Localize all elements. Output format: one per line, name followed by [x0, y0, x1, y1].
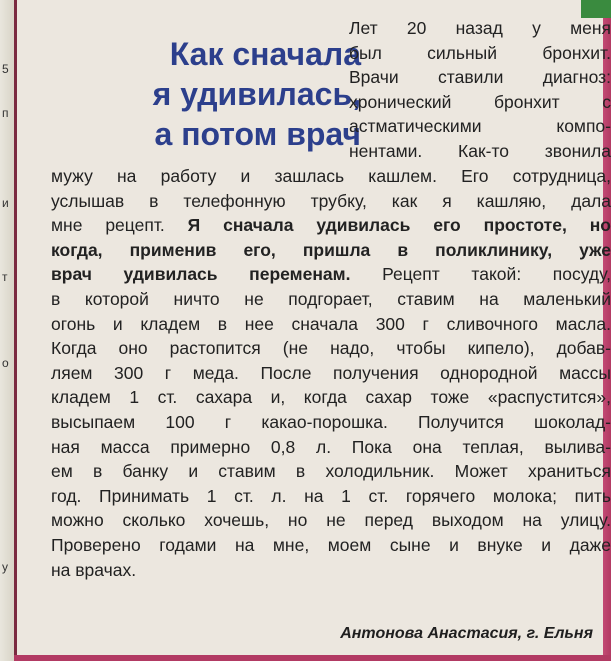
article-clipping: [14, 0, 611, 661]
body-line: [51, 213, 611, 238]
headline-line: Как сначала: [169, 36, 361, 72]
margin-fragment: 5: [2, 62, 9, 76]
body-line: Когда оно растопится (не надо, чтобы кипело), добав-: [51, 338, 611, 359]
intro-line: хронический бронхит с: [349, 91, 611, 112]
body-line: в которой ничто не подгорает, ставим на маленький: [51, 288, 611, 309]
body-line: Проверено годами на мне, моем сыне и внуке и даже: [51, 534, 611, 555]
body-line: можно сколько хочешь, но не перед выходом на улицу.: [51, 510, 611, 531]
article-body: [51, 164, 611, 582]
intro-line: астматическими компо-: [349, 116, 611, 137]
body-line: высыпаем 100 г какао-порошка. Получится шоколад-: [51, 411, 611, 432]
body-line-bold: врач удивилась переменам.: [51, 264, 351, 285]
article-headline: [61, 34, 361, 154]
body-line: услышав в телефонную трубку, как я кашляю, дала: [51, 190, 611, 211]
margin-fragment: о: [2, 356, 9, 370]
body-line: кладем 1 ст. сахара и, когда сахар тоже «распустится»,: [51, 387, 611, 408]
intro-line: Врачи ставили диагноз:: [349, 67, 611, 88]
intro-column: [349, 16, 611, 164]
margin-fragment: т: [2, 270, 8, 284]
body-line-text: Рецепт такой: посуду,: [350, 264, 611, 285]
body-line: мужу на работу и зашлась кашлем. Его сотрудница,: [51, 166, 611, 186]
headline-line: я удивилась,: [152, 76, 361, 112]
body-line-text: мне рецепт.: [51, 215, 188, 236]
body-line-bold: когда, применив его, пришла в поликлинику, уже: [51, 239, 611, 260]
body-line: ем в банку и ставим в холодильник. Может храниться: [51, 461, 611, 482]
body-line: огонь и кладем в нее сначала 300 г сливочного масла.: [51, 313, 611, 334]
author-signature: Антонова Анастасия, г. Ельня: [340, 625, 593, 642]
intro-line: нентами. Как-то звонила: [349, 140, 611, 161]
body-line: год. Принимать 1 ст. л. на 1 ст. горячего молока; пить: [51, 485, 611, 506]
intro-line: был сильный бронхит.: [349, 42, 611, 63]
body-line: ляем 300 г меда. После получения однородной массы: [51, 362, 611, 383]
body-line: ная масса примерно 0,8 л. Пока она теплая, вылива-: [51, 436, 611, 457]
body-line: на врачах.: [51, 559, 137, 580]
bottom-border: [14, 655, 611, 661]
intro-line: Лет 20 назад у меня: [349, 18, 611, 38]
body-line: [51, 262, 611, 287]
margin-fragment: у: [2, 560, 8, 574]
margin-fragment: п: [2, 106, 9, 120]
body-line-bold: Я сначала удивилась его простоте, но: [187, 215, 611, 236]
adjacent-page-strip: [0, 0, 14, 661]
margin-fragment: и: [2, 196, 9, 210]
headline-line: а потом врач: [154, 116, 361, 152]
